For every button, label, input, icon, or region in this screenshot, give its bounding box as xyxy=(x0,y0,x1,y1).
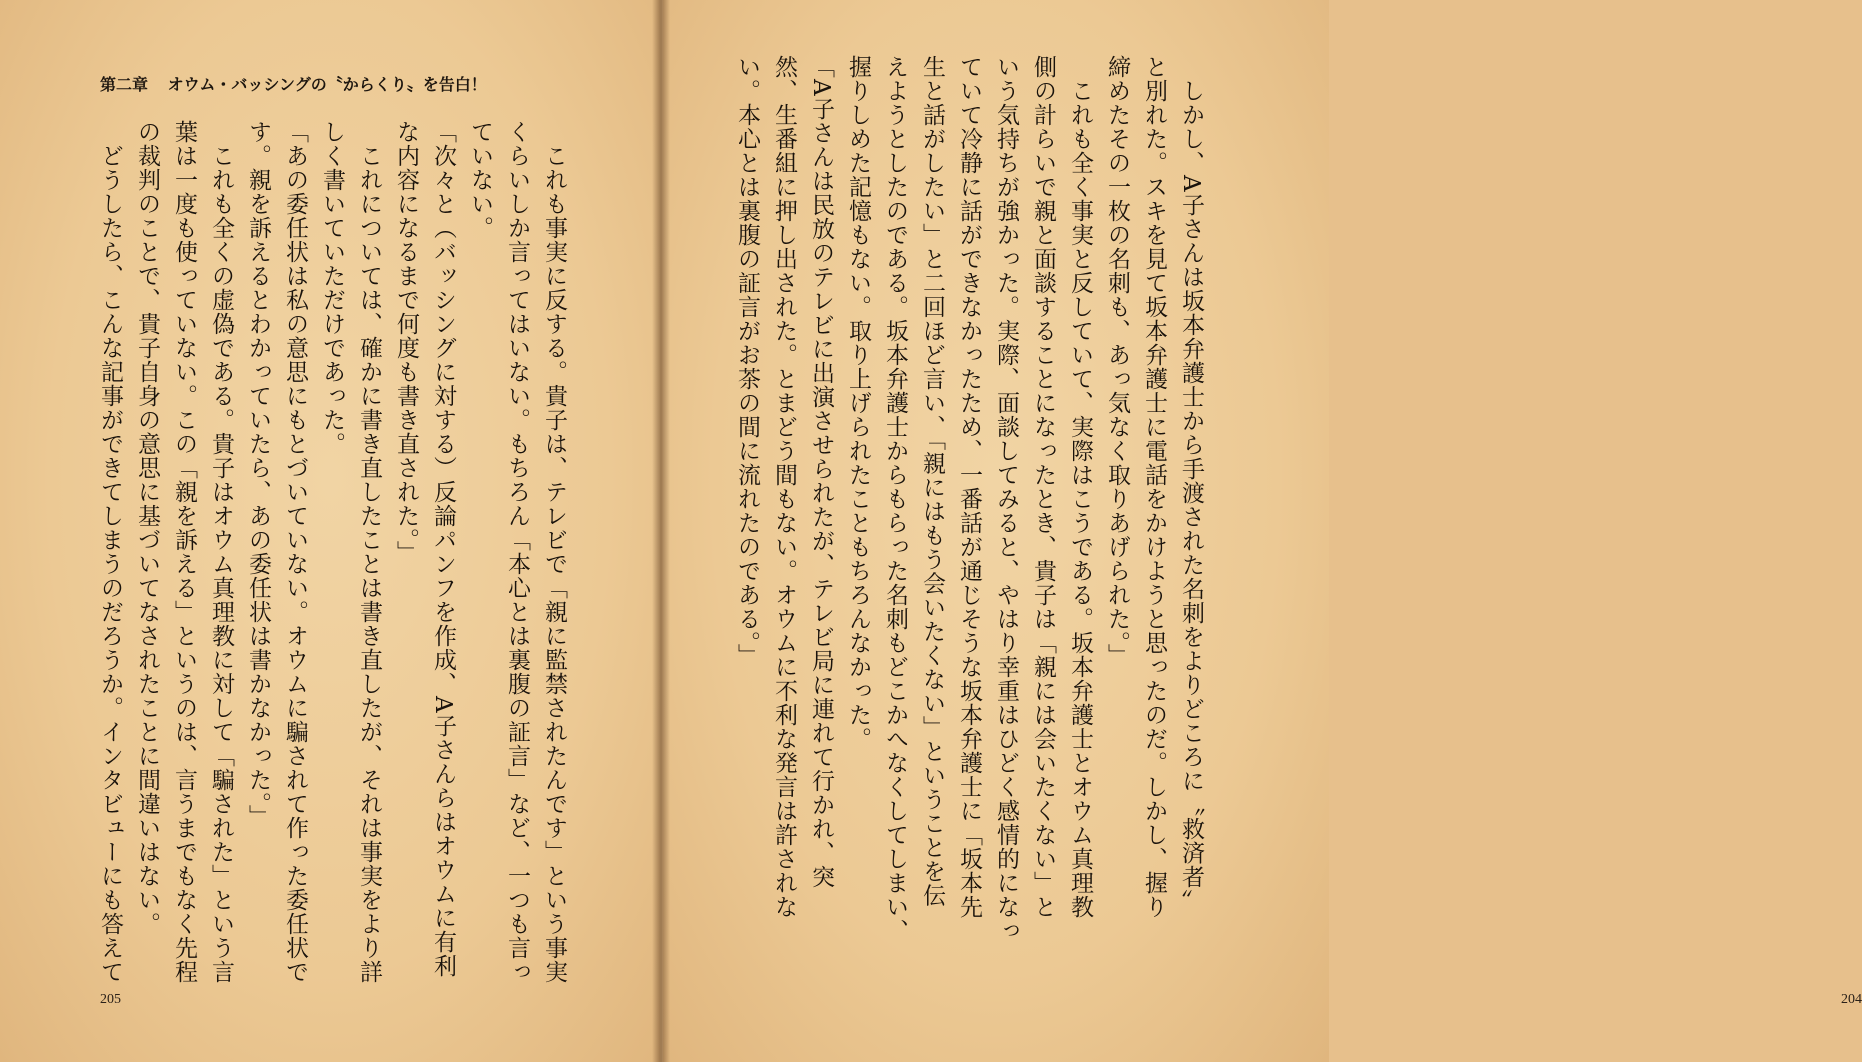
text-line: の裁判のことで、貴子自身の意思に基づいてなされたことに間違いはない。 xyxy=(134,120,160,936)
text-line: ていない。 xyxy=(467,120,493,240)
text-line: 葉は一度も使っていない。この「親を訴える」というのは、言うまでもなく先程 xyxy=(171,120,197,984)
text-line: 側の計らいで親と面談することになったとき、貴子は「親には会いたくない」と xyxy=(1030,55,1056,919)
text-line: しかし、A子さんは坂本弁護士から手渡された名刺をよりどころに〝救済者〟 xyxy=(1178,55,1204,913)
text-line: 生と話がしたい」と二回ほど言い、「親にはもう会いたくない」ということを伝 xyxy=(919,55,945,908)
book-gutter xyxy=(652,0,670,1062)
text-line: これについては、確かに書き直したことは書き直したが、それは事実をより詳 xyxy=(356,120,382,984)
text-line: これも全く事実と反していて、実際はこうである。坂本弁護士とオウム真理教 xyxy=(1067,55,1093,919)
text-line: 「次々と（バッシングに対する）反論パンフを作成、A子さんらはオウムに有利 xyxy=(430,120,456,978)
text-line: これも事実に反する。貴子は、テレビで「親に監禁されたんです」という事実 xyxy=(541,120,567,984)
page-number-left: 205 xyxy=(100,992,121,1007)
text-line: い。本心とは裏腹の証言がお茶の間に流れたのである。」 xyxy=(734,55,760,668)
right-page xyxy=(663,0,1862,1062)
text-line: いう気持ちが強かった。実際、面談してみると、やはり幸重はひどく感情的になっ xyxy=(993,55,1019,943)
text-line: と別れた。スキを見て坂本弁護士に電話をかけようと思ったのだ。しかし、握り xyxy=(1141,55,1167,919)
text-line: 締めたその一枚の名刺も、あっ気なく取りあげられた。」 xyxy=(1104,55,1130,668)
left-page-text xyxy=(91,120,572,984)
left-page xyxy=(0,0,660,1062)
text-line: えようとしたのである。坂本弁護士からもらった名刺もどこかへなくしてしまい、 xyxy=(882,55,908,943)
right-page-text xyxy=(728,55,1209,950)
text-line: くらいしか言ってはいない。もちろん「本心とは裏腹の証言」など、一つも言っ xyxy=(504,120,530,984)
page-number-right: 204 xyxy=(1841,992,1862,1007)
text-line: どうしたら、こんな記事ができてしまうのだろうか。インタビューにも答えて xyxy=(97,120,123,984)
chapter-label: 第二章 xyxy=(100,75,149,94)
text-line: しく書いていただけであった。 xyxy=(319,120,345,456)
chapter-title: オウム・バッシングの〝からくり〟を告白！ xyxy=(167,75,487,94)
text-line: これも全くの虚偽である。貴子はオウム真理教に対して「騙された」という言 xyxy=(208,120,234,984)
text-line: 「A子さんは民放のテレビに出演させられたが、テレビ局に連れて行かれ、突 xyxy=(808,55,834,889)
text-line: 然、生番組に押し出された。とまどう間もない。オウムに不利な発言は許されな xyxy=(771,55,797,919)
text-line: な内容になるまで何度も書き直された。」 xyxy=(393,120,419,565)
text-line: 握りしめた記憶もない。取り上げられたこともちろんなかった。 xyxy=(845,55,871,751)
text-line: す。親を訴えるとわかっていたら、あの委任状は書かなかった。」 xyxy=(245,120,271,829)
text-line: ていて冷静に話ができなかったため、一番話が通じそうな坂本弁護士に「坂本先 xyxy=(956,55,982,919)
running-header xyxy=(100,72,520,102)
text-line: 「あの委任状は私の意思にもとづいていない。オウムに騙されて作った委任状で xyxy=(282,120,308,984)
